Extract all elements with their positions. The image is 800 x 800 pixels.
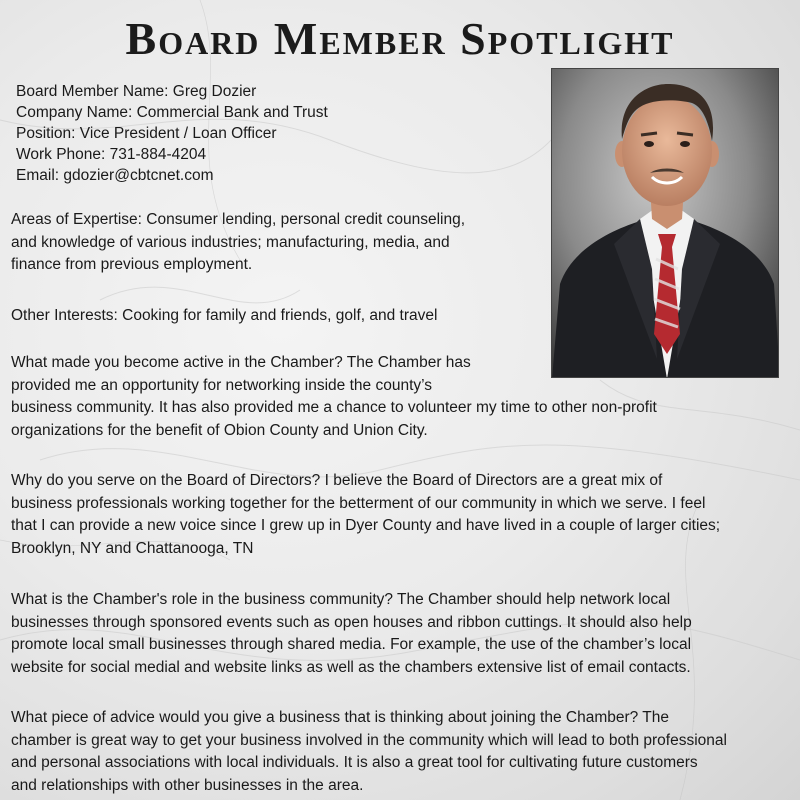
member-position: Position: Vice President / Loan Officer <box>16 125 277 142</box>
paragraph-line: Brooklyn, NY and Chattanooga, TN <box>11 539 254 557</box>
paragraph-line: What piece of advice would you give a business that is thinking about joining the Chamber? The <box>11 709 670 726</box>
expertise-line: and knowledge of various industries; manufacturing, media, and <box>11 233 450 251</box>
question-advice-paragraph <box>11 707 727 797</box>
paragraph-line: and personal associations with local individuals. It is also a great tool for cultivating future customers <box>11 754 698 771</box>
paragraph-line: website for social medial and website links as well as the chambers extensive list of email contacts. <box>11 658 691 676</box>
member-portrait-photo <box>551 68 779 378</box>
paragraph-line: provided me an opportunity for networking inside the county’s <box>11 376 433 394</box>
paragraph-line: What is the Chamber's role in the business community? The Chamber should help network local <box>11 591 671 608</box>
page-title: Board Member Spotlight <box>125 13 675 64</box>
member-info <box>16 81 328 186</box>
interests-paragraph <box>11 305 437 328</box>
expertise-line: Areas of Expertise: Consumer lending, personal credit counseling, <box>11 211 466 228</box>
question-role-paragraph <box>11 589 692 679</box>
paragraph-line: organizations for the benefit of Obion County and Union City. <box>11 421 428 439</box>
expertise-paragraph <box>11 209 465 277</box>
member-name: Board Member Name: Greg Dozier <box>16 83 257 100</box>
interests-line: Other Interests: Cooking for family and friends, golf, and travel <box>11 307 438 324</box>
question-board-paragraph <box>11 470 720 560</box>
paragraph-line: promote local small businesses through shared media. For example, the use of the chamber’s local <box>11 636 692 653</box>
paragraph-line: and relationships with other businesses in the area. <box>11 776 364 794</box>
paragraph-line: that I can provide a new voice since I grew up in Dyer County and have lived in a couple of larger cities; <box>11 517 721 534</box>
paragraph-line: business community. It has also provided me a chance to volunteer my time to other non-profit <box>11 399 657 416</box>
paragraph-line: What made you become active in the Chamber? The Chamber has <box>11 354 471 371</box>
email: Email: gdozier@cbtcnet.com <box>16 167 214 184</box>
question-active-paragraph <box>11 352 657 442</box>
paragraph-line: business professionals working together for the betterment of our community in which we serve. I feel <box>11 494 706 512</box>
expertise-line: finance from previous employment. <box>11 256 253 273</box>
work-phone: Work Phone: 731-884-4204 <box>16 146 207 163</box>
company-name: Company Name: Commercial Bank and Trust <box>16 104 328 121</box>
paragraph-line: businesses through sponsored events such as open houses and ribbon cuttings. It should also help <box>11 613 692 631</box>
paragraph-line: Why do you serve on the Board of Directors? I believe the Board of Directors are a great mix of <box>11 472 663 489</box>
paragraph-line: chamber is great way to get your business involved in the community which will lead to both professional <box>11 731 727 749</box>
